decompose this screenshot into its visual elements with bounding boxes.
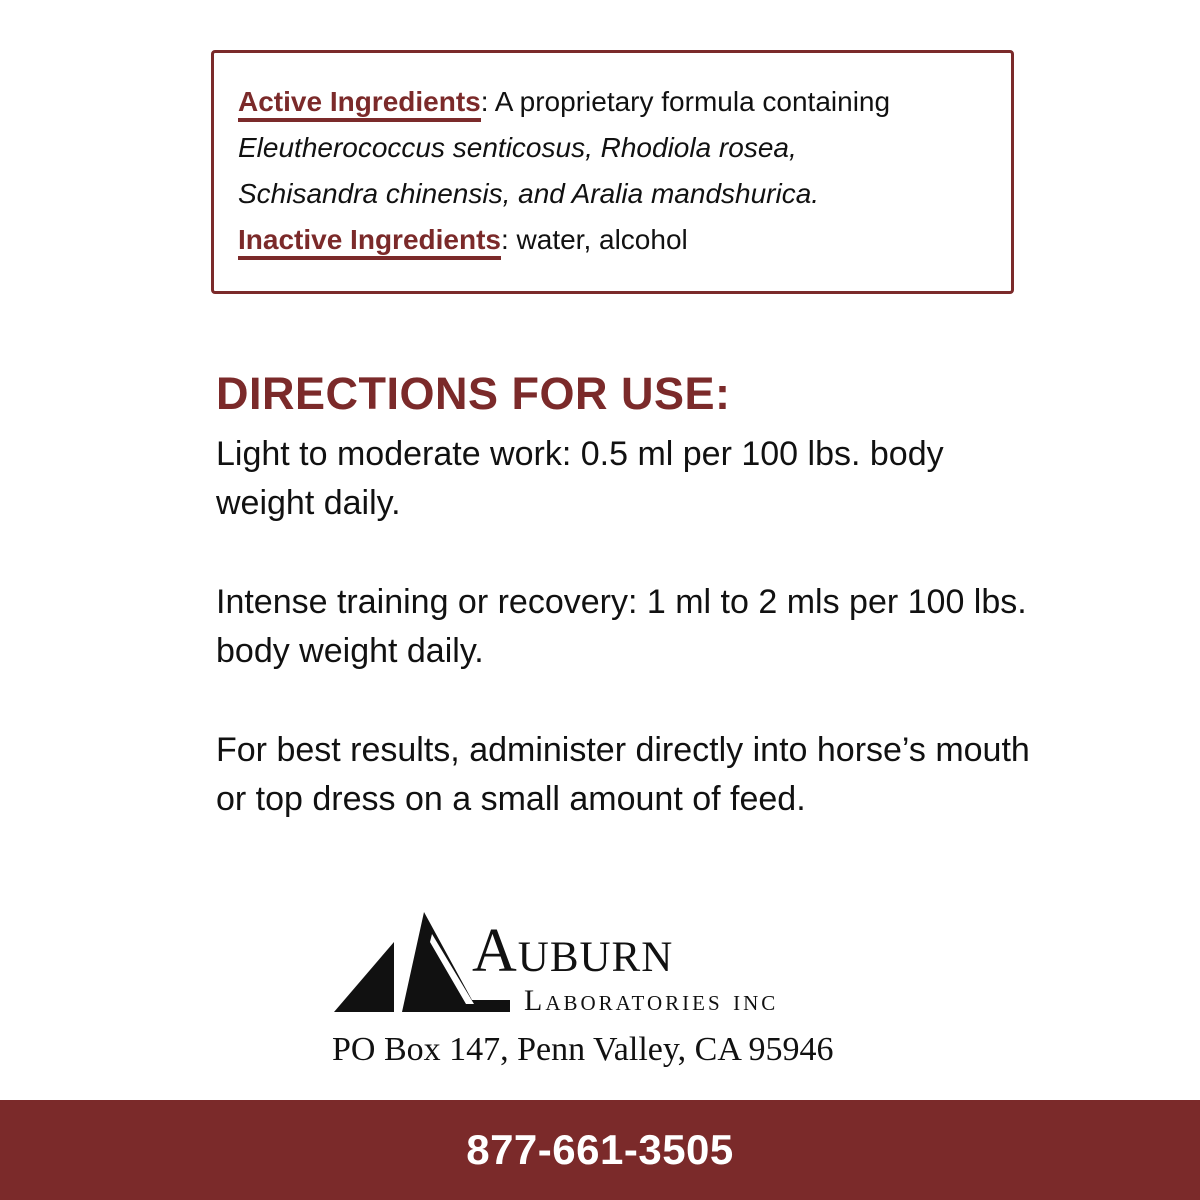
company-subtitle: Laboratories inc bbox=[524, 984, 779, 1017]
directions-heading: DIRECTIONS FOR USE: bbox=[216, 368, 731, 419]
directions-section bbox=[216, 364, 1116, 874]
footer-bar bbox=[0, 1100, 1200, 1200]
active-ingredients-label: Active Ingredients bbox=[238, 86, 481, 122]
phone-number[interactable]: 877-661-3505 bbox=[466, 1126, 734, 1173]
company-address: PO Box 147, Penn Valley, CA 95946 bbox=[332, 1031, 834, 1068]
active-ingredients-list-line-2: Schisandra chinensis, and Aralia mandshurica. bbox=[238, 178, 820, 209]
inactive-ingredients-text: : water, alcohol bbox=[500, 224, 688, 255]
directions-administration: For best results, administer directly into horse’s mouth or top dress on a small amount of feed. bbox=[216, 731, 1030, 818]
active-ingredients-line bbox=[238, 79, 1011, 125]
company-logo bbox=[334, 912, 874, 1022]
company-name-text: Auburn bbox=[472, 917, 674, 985]
directions-light-work: Light to moderate work: 0.5 ml per 100 lbs. body weight daily. bbox=[216, 435, 944, 522]
active-ingredients-list-line-1: Eleutherococcus senticosus, Rhodiola rosea, bbox=[238, 132, 797, 163]
inactive-ingredients-line bbox=[238, 217, 1011, 263]
active-ingredients-intro: : A proprietary formula containing bbox=[480, 86, 891, 117]
directions-intense-training: Intense training or recovery: 1 ml to 2 mls per 100 lbs. body weight daily. bbox=[216, 583, 1027, 670]
company-name bbox=[472, 918, 673, 984]
inactive-ingredients-label: Inactive Ingredients bbox=[238, 224, 501, 260]
ingredients-box bbox=[211, 50, 1014, 294]
